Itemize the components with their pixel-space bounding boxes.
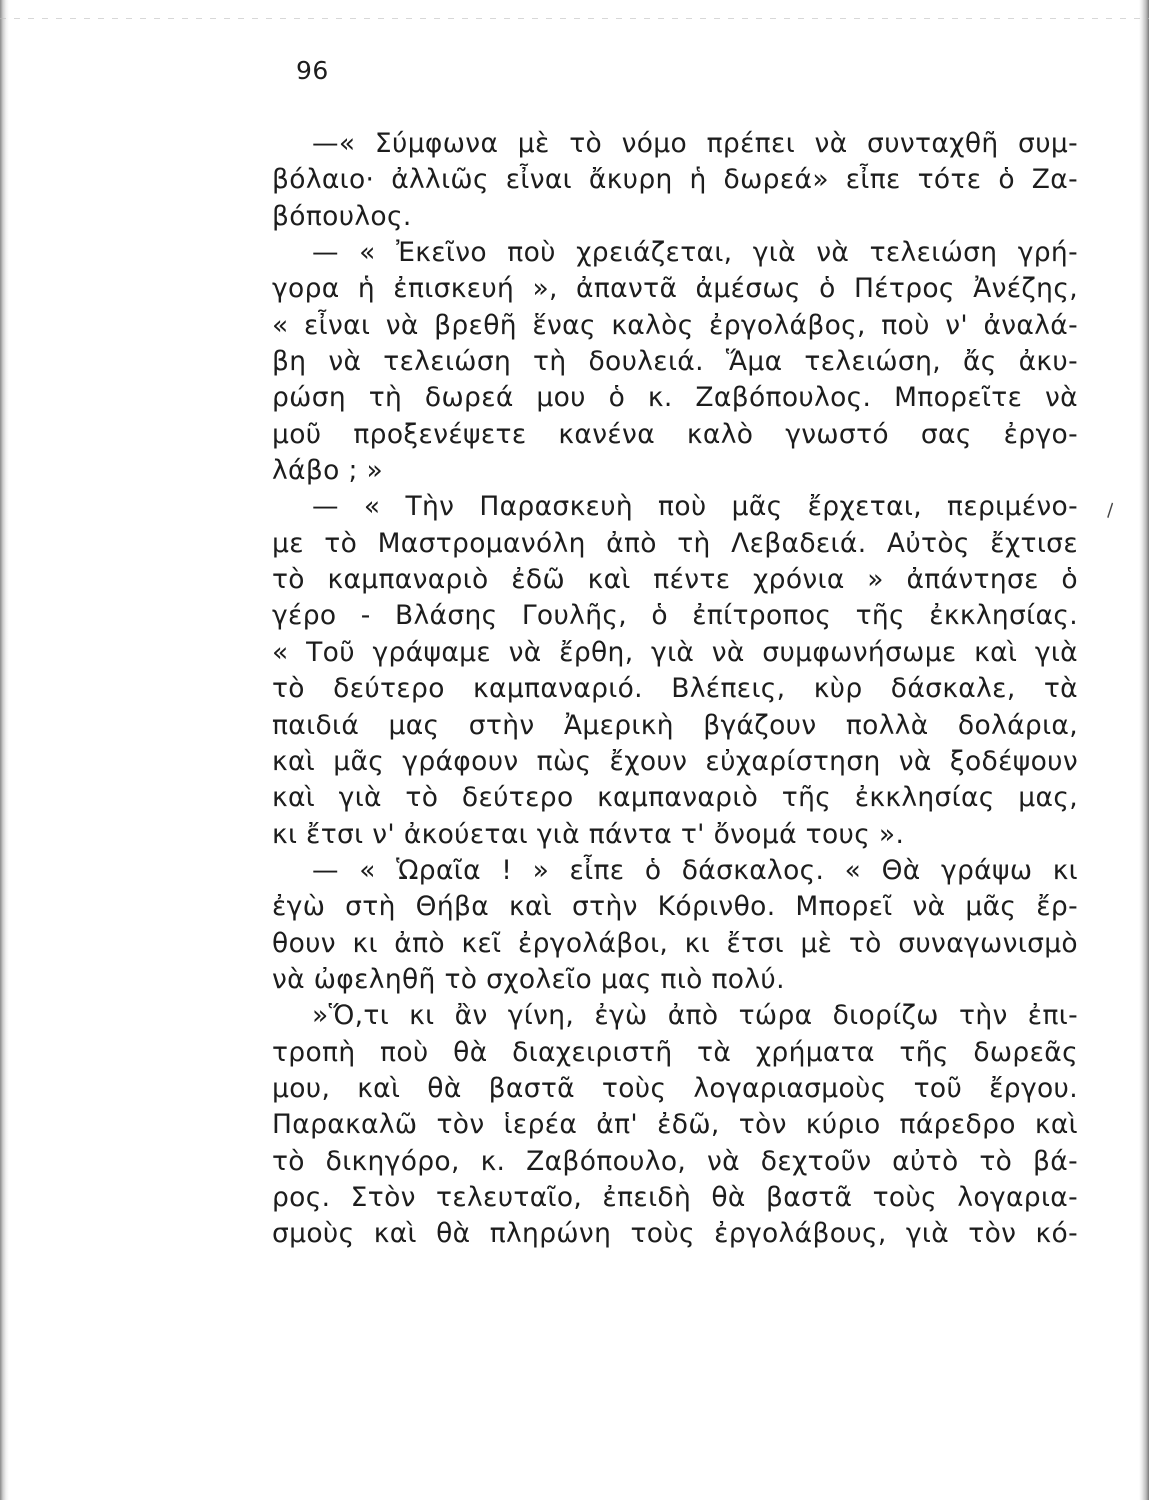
page-number: 96 bbox=[296, 56, 329, 85]
text-line: Παρακαλῶ τὸν ἱερέα ἀπ' ἐδῶ, τὸν κύριο πάρεδρο καὶ bbox=[272, 1109, 1078, 1141]
text-line: — « Ὡραῖα ! » εἶπε ὁ δάσκαλος. « Θὰ γράψω κι bbox=[312, 854, 1078, 886]
text-line: καὶ μᾶς γράφουν πὼς ἔχουν εὐχαρίστηση νὰ ξοδέψουν bbox=[272, 745, 1078, 777]
text-line: ἐγὼ στὴ Θήβα καὶ στὴν Κόρινθο. Μπορεῖ νὰ μᾶς ἔρ- bbox=[272, 891, 1078, 923]
text-line: μοῦ προξενέψετε κανένα καλὸ γνωστό σας ἐργο- bbox=[272, 418, 1078, 450]
text-line: μου, καὶ θὰ βαστᾶ τοὺς λογαριασμοὺς τοῦ ἔργου. bbox=[272, 1072, 1078, 1104]
text-line: « Τοῦ γράψαμε νὰ ἔρθη, γιὰ νὰ συμφωνήσωμε καὶ γιὰ bbox=[272, 636, 1078, 668]
stray-mark: \ bbox=[1101, 500, 1119, 521]
text-line: — « Τὴν Παρασκευὴ ποὺ μᾶς ἔρχεται, περιμένο- bbox=[312, 491, 1078, 523]
scan-edge-top bbox=[0, 18, 1149, 19]
text-line: κι ἔτσι ν' ἀκούεται γιὰ πάντα τ' ὄνομά τους ». bbox=[272, 818, 905, 850]
text-line: θουν κι ἀπὸ κεῖ ἐργολάβοι, κι ἔτσι μὲ τὸ συναγωνισμὸ bbox=[272, 927, 1078, 959]
text-line: βη νὰ τελειώση τὴ δουλειά. Ἅμα τελειώση, ἄς ἀκυ- bbox=[272, 346, 1078, 378]
text-line: « εἶναι νὰ βρεθῆ ἕνας καλὸς ἐργολάβος, ποὺ ν' ἀναλά- bbox=[272, 309, 1078, 341]
text-line: βόπουλος. bbox=[272, 200, 412, 232]
text-line: με τὸ Μαστρομανόλη ἀπὸ τὴ Λεβαδειά. Αὐτὸς ἔχτισε bbox=[272, 527, 1078, 559]
text-body bbox=[272, 126, 1078, 1253]
text-line: τὸ δικηγόρο, κ. Ζαβόπουλο, νὰ δεχτοῦν αὐτὸ τὸ βά- bbox=[272, 1145, 1078, 1177]
text-line: λάβο ; » bbox=[272, 455, 384, 487]
text-line: καὶ γιὰ τὸ δεύτερο καμπαναριὸ τῆς ἐκκλησίας μας, bbox=[272, 782, 1078, 814]
text-line: —« Σύμφωνα μὲ τὸ νόμο πρέπει νὰ συνταχθῆ συμ- bbox=[312, 128, 1078, 159]
text-line: νὰ ὠφεληθῆ τὸ σχολεῖο μας πιὸ πολύ. bbox=[272, 963, 785, 995]
text-line: γέρο - Βλάσης Γουλῆς, ὁ ἐπίτροπος τῆς ἐκκλησίας. bbox=[272, 600, 1078, 632]
text-line: ρώση τὴ δωρεά μου ὁ κ. Ζαβόπουλος. Μπορεῖτε νὰ bbox=[272, 382, 1078, 414]
text-line: »Ὅ,τι κι ἂν γίνη, ἐγὼ ἀπὸ τώρα διορίζω τὴν ἐπι- bbox=[312, 1000, 1078, 1032]
text-line: ρος. Στὸν τελευταῖο, ἐπειδὴ θὰ βαστᾶ τοὺς λογαρια- bbox=[272, 1181, 1078, 1213]
scan-edge-right bbox=[1139, 0, 1149, 1500]
text-line: παιδιά μας στὴν Ἀμερικὴ βγάζουν πολλὰ δολάρια, bbox=[272, 709, 1078, 741]
text-line: τὸ καμπαναριὸ ἐδῶ καὶ πέντε χρόνια » ἀπάντησε ὁ bbox=[272, 564, 1078, 596]
text-line: — « Ἐκεῖνο ποὺ χρειάζεται, γιὰ νὰ τελειώση γρή- bbox=[312, 237, 1078, 269]
text-line: τὸ δεύτερο καμπαναριό. Βλέπεις, κὺρ δάσκαλε, τὰ bbox=[272, 673, 1078, 705]
scan-edge-left bbox=[0, 0, 9, 1500]
text-line: γορα ἡ ἐπισκευή », ἀπαντᾶ ἀμέσως ὁ Πέτρος Ἀνέζης, bbox=[272, 273, 1078, 305]
text-line: βόλαιο· ἀλλιῶς εἶναι ἄκυρη ἡ δωρεά» εἶπε τότε ὁ Ζα- bbox=[272, 164, 1078, 196]
text-line: τροπὴ ποὺ θὰ διαχειριστῆ τὰ χρήματα τῆς δωρεᾶς bbox=[272, 1036, 1078, 1068]
text-line: σμοὺς καὶ θὰ πληρώνη τοὺς ἐργολάβους, γιὰ τὸν κό- bbox=[272, 1218, 1078, 1250]
